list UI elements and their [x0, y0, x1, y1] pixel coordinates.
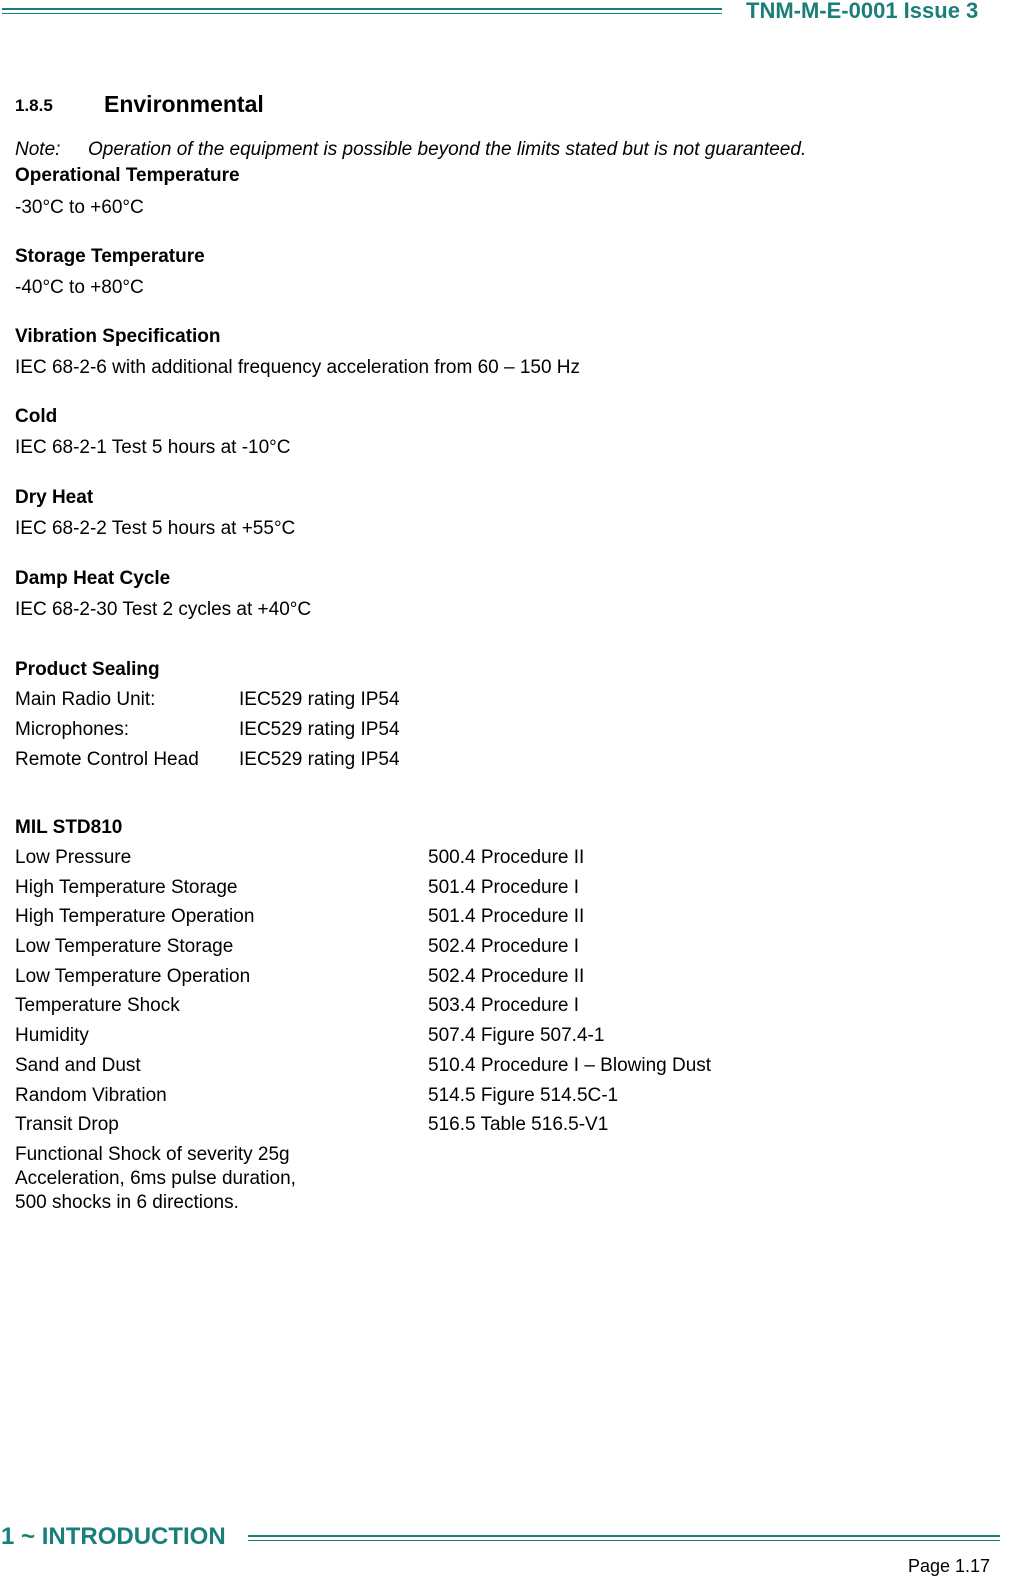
mil-test: Low Temperature Operation — [15, 966, 251, 987]
mil-ref: 502.4 Procedure I — [428, 936, 580, 957]
mil-ref: 510.4 Procedure I – Blowing Dust — [428, 1055, 712, 1076]
mil-heading: MIL STD810 — [15, 817, 123, 838]
mil-row — [15, 877, 580, 899]
spec-value: -40°C to +80°C — [15, 277, 144, 298]
spec-heading: Cold — [15, 406, 58, 427]
sealing-item: Microphones: — [15, 719, 130, 740]
mil-row — [15, 936, 580, 958]
sealing-item: Remote Control Head — [15, 749, 199, 770]
mil-test: Humidity — [15, 1025, 89, 1046]
page-number: Page 1.17 — [908, 1556, 991, 1576]
mil-ref: 516.5 Table 516.5-V1 — [428, 1114, 609, 1135]
mil-row — [15, 1055, 712, 1077]
document-id: TNM-M-E-0001 Issue 3 — [746, 0, 979, 23]
mil-test: Sand and Dust — [15, 1055, 141, 1076]
mil-ref: 501.4 Procedure I — [428, 877, 580, 898]
mil-test: Low Temperature Storage — [15, 936, 234, 957]
mil-row — [15, 1025, 605, 1047]
mil-ref: 507.4 Figure 507.4-1 — [428, 1025, 605, 1046]
mil-test: Temperature Shock — [15, 995, 180, 1016]
mil-row — [15, 1114, 609, 1136]
note-text: Operation of the equipment is possible beyond the limits stated but is not guaranteed. — [88, 139, 807, 160]
mil-test: High Temperature Operation — [15, 906, 255, 927]
header-rule — [2, 8, 722, 14]
spec-value: IEC 68-2-30 Test 2 cycles at +40°C — [15, 599, 312, 620]
mil-row — [15, 906, 585, 928]
chapter-title: 1 ~ INTRODUCTION — [1, 1523, 226, 1550]
sealing-rating: IEC529 rating IP54 — [239, 689, 400, 710]
mil-test: Random Vibration — [15, 1085, 167, 1106]
spec-heading: Damp Heat Cycle — [15, 568, 171, 589]
spec-value: IEC 68-2-2 Test 5 hours at +55°C — [15, 518, 296, 539]
mil-ref: 500.4 Procedure II — [428, 847, 585, 868]
mil-ref: 503.4 Procedure I — [428, 995, 580, 1016]
mil-row — [15, 847, 585, 869]
sealing-row — [15, 719, 400, 741]
mil-row — [15, 1085, 619, 1107]
mil-ref: 501.4 Procedure II — [428, 906, 585, 927]
note — [15, 139, 806, 161]
spec-value: IEC 68-2-1 Test 5 hours at -10°C — [15, 437, 291, 458]
note-label: Note: — [15, 139, 61, 160]
mil-ref: 514.5 Figure 514.5C-1 — [428, 1085, 619, 1106]
sealing-rating: IEC529 rating IP54 — [239, 749, 400, 770]
sealing-heading: Product Sealing — [15, 659, 160, 680]
footer-rule — [248, 1535, 1000, 1541]
functional-shock-text: Functional Shock of severity 25g Acceleration, 6ms pulse duration, 500 shocks in 6 directions. — [15, 1144, 296, 1213]
spec-value: -30°C to +60°C — [15, 197, 144, 218]
sealing-row — [15, 749, 400, 771]
spec-value: IEC 68-2-6 with additional frequency acceleration from 60 – 150 Hz — [15, 357, 581, 378]
spec-heading: Operational Temperature — [15, 165, 240, 186]
sealing-item: Main Radio Unit: — [15, 689, 156, 710]
mil-test: Transit Drop — [15, 1114, 119, 1135]
sealing-rating: IEC529 rating IP54 — [239, 719, 400, 740]
section-title: Environmental — [104, 91, 264, 117]
spec-heading: Vibration Specification — [15, 326, 221, 347]
mil-test: Low Pressure — [15, 847, 132, 868]
section-number: 1.8.5 — [15, 96, 53, 115]
mil-ref: 502.4 Procedure II — [428, 966, 585, 987]
mil-row — [15, 995, 580, 1017]
spec-heading: Dry Heat — [15, 487, 94, 508]
spec-heading: Storage Temperature — [15, 246, 205, 267]
mil-row — [15, 966, 585, 988]
sealing-row — [15, 689, 400, 711]
mil-test: High Temperature Storage — [15, 877, 238, 898]
